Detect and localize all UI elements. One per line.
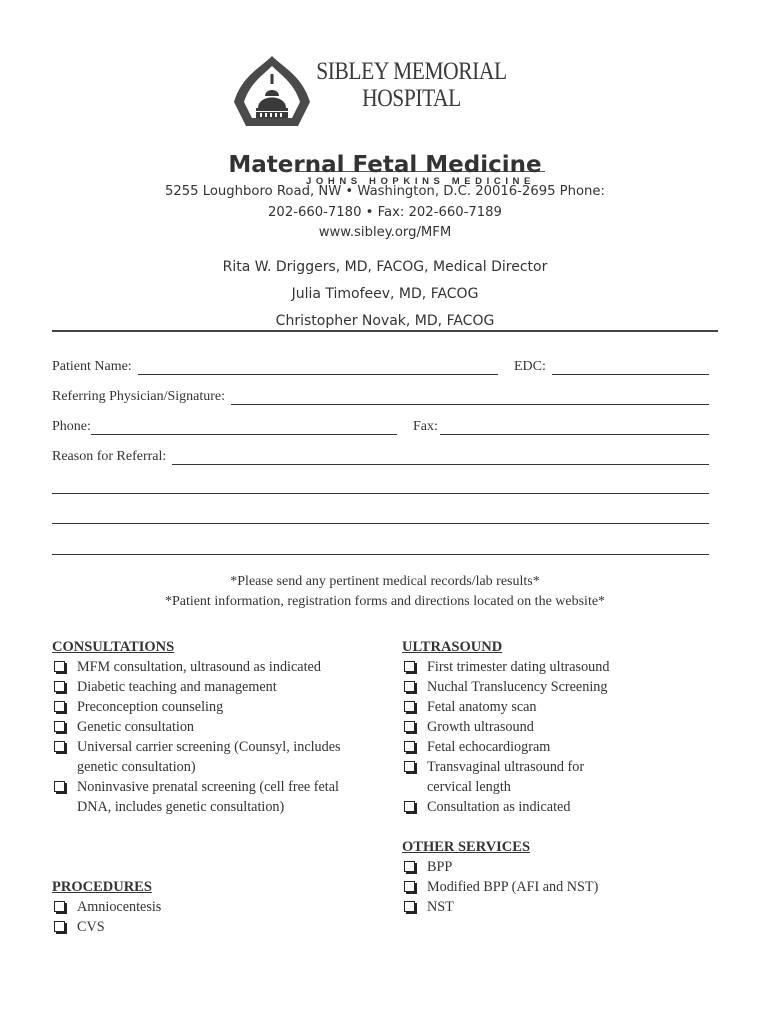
reason-blank-line[interactable]: [52, 523, 709, 524]
checkbox-icon[interactable]: [404, 861, 415, 872]
patient-name-field[interactable]: Patient Name:: [52, 359, 498, 375]
procedures-section: [52, 877, 352, 937]
referring-physician-field[interactable]: Referring Physician/Signature:: [52, 389, 709, 405]
checkbox-icon[interactable]: [54, 781, 65, 792]
checkbox-item[interactable]: CVS: [52, 917, 352, 937]
reason-blank-line[interactable]: [52, 554, 709, 555]
procedures-heading: PROCEDURES: [52, 879, 152, 895]
checkbox-item[interactable]: Diabetic teaching and management: [52, 677, 352, 697]
fax-field[interactable]: Fax:: [413, 419, 709, 435]
fax-line[interactable]: [440, 422, 709, 435]
checkbox-item[interactable]: Modified BPP (AFI and NST): [402, 877, 672, 897]
phone-field[interactable]: Phone:: [52, 419, 397, 435]
checkbox-item[interactable]: MFM consultation, ultrasound as indicated: [52, 657, 352, 677]
checkbox-icon[interactable]: [404, 881, 415, 892]
checkbox-icon[interactable]: [404, 901, 415, 912]
checkbox-item[interactable]: Fetal anatomy scan: [402, 697, 672, 717]
doctor-medical-director: Rita W. Driggers, MD, FACOG, Medical Director: [222, 259, 548, 275]
checkbox-item[interactable]: Preconception counseling: [52, 697, 352, 717]
checkbox-icon[interactable]: [54, 701, 65, 712]
address-line: 5255 Loughboro Road, NW • Washington, D.C. 20016-2695 Phone:: [165, 184, 605, 199]
checkbox-icon[interactable]: [54, 721, 65, 732]
checkbox-icon[interactable]: [404, 801, 415, 812]
ultrasound-heading: ULTRASOUND: [402, 639, 503, 655]
checkbox-item[interactable]: Nuchal Translucency Screening: [402, 677, 672, 697]
consultations-heading: CONSULTATIONS: [52, 639, 175, 655]
checkbox-item[interactable]: First trimester dating ultrasound: [402, 657, 672, 677]
ultrasound-section: [402, 637, 672, 817]
checkbox-item[interactable]: Genetic consultation: [52, 717, 352, 737]
checkbox-item[interactable]: Consultation as indicated: [402, 797, 672, 817]
reason-line[interactable]: [172, 452, 709, 465]
checkbox-item[interactable]: Growth ultrasound: [402, 717, 672, 737]
checkbox-item[interactable]: Noninvasive prenatal screening (cell free fetal DNA, includes genetic consultation): [52, 777, 352, 817]
consultations-section: [52, 637, 352, 817]
header-divider: [52, 330, 718, 332]
checkbox-icon[interactable]: [404, 701, 415, 712]
address-block: [100, 182, 670, 244]
checkbox-item[interactable]: Transvaginal ultrasound for cervical length: [402, 757, 627, 797]
checkbox-icon[interactable]: [404, 741, 415, 752]
reason-for-referral-field[interactable]: Reason for Referral:: [52, 449, 709, 465]
checkbox-item[interactable]: Amniocentesis: [52, 897, 352, 917]
chapel-dome-icon: [232, 52, 312, 132]
checkbox-item[interactable]: NST: [402, 897, 672, 917]
checkbox-item[interactable]: BPP: [402, 857, 672, 877]
checkbox-icon[interactable]: [404, 661, 415, 672]
other-services-section: [402, 837, 672, 917]
checkbox-icon[interactable]: [404, 681, 415, 692]
website-link[interactable]: www.sibley.org/MFM: [318, 225, 452, 240]
checkbox-icon[interactable]: [404, 721, 415, 732]
phone-line[interactable]: [91, 422, 397, 435]
checkbox-item[interactable]: Fetal echocardiogram: [402, 737, 672, 757]
checkbox-icon[interactable]: [54, 741, 65, 752]
contact-line: 202-660-7180 • Fax: 202-660-7189: [268, 204, 502, 220]
checkbox-item[interactable]: Universal carrier screening (Counsyl, includes genetic consultation): [52, 737, 352, 777]
website-note: *Patient information, registration forms and directions located on the website*: [164, 594, 606, 609]
records-note: *Please send any pertinent medical records/lab results*: [230, 574, 540, 589]
checkbox-icon[interactable]: [404, 761, 415, 772]
checkbox-icon[interactable]: [54, 681, 65, 692]
reason-blank-line[interactable]: [52, 493, 709, 494]
checkbox-icon[interactable]: [54, 661, 65, 672]
doctor-timofeev: Julia Timofeev, MD, FACOG: [291, 286, 479, 302]
referring-physician-line[interactable]: [231, 392, 709, 405]
edc-line[interactable]: [552, 362, 709, 375]
page-title: Maternal Fetal Medicine: [228, 152, 542, 178]
other-services-heading: OTHER SERVICES: [402, 839, 531, 855]
edc-field[interactable]: EDC:: [514, 359, 709, 375]
logo-subtitle: JOHNS HOPKINS MEDICINE: [306, 176, 535, 187]
checkbox-icon[interactable]: [54, 921, 65, 932]
patient-name-line[interactable]: [138, 362, 498, 375]
hospital-name: SIBLEY MEMORIAL HOSPITAL: [316, 58, 507, 112]
doctor-novak: Christopher Novak, MD, FACOG: [275, 313, 495, 329]
checkbox-icon[interactable]: [54, 901, 65, 912]
